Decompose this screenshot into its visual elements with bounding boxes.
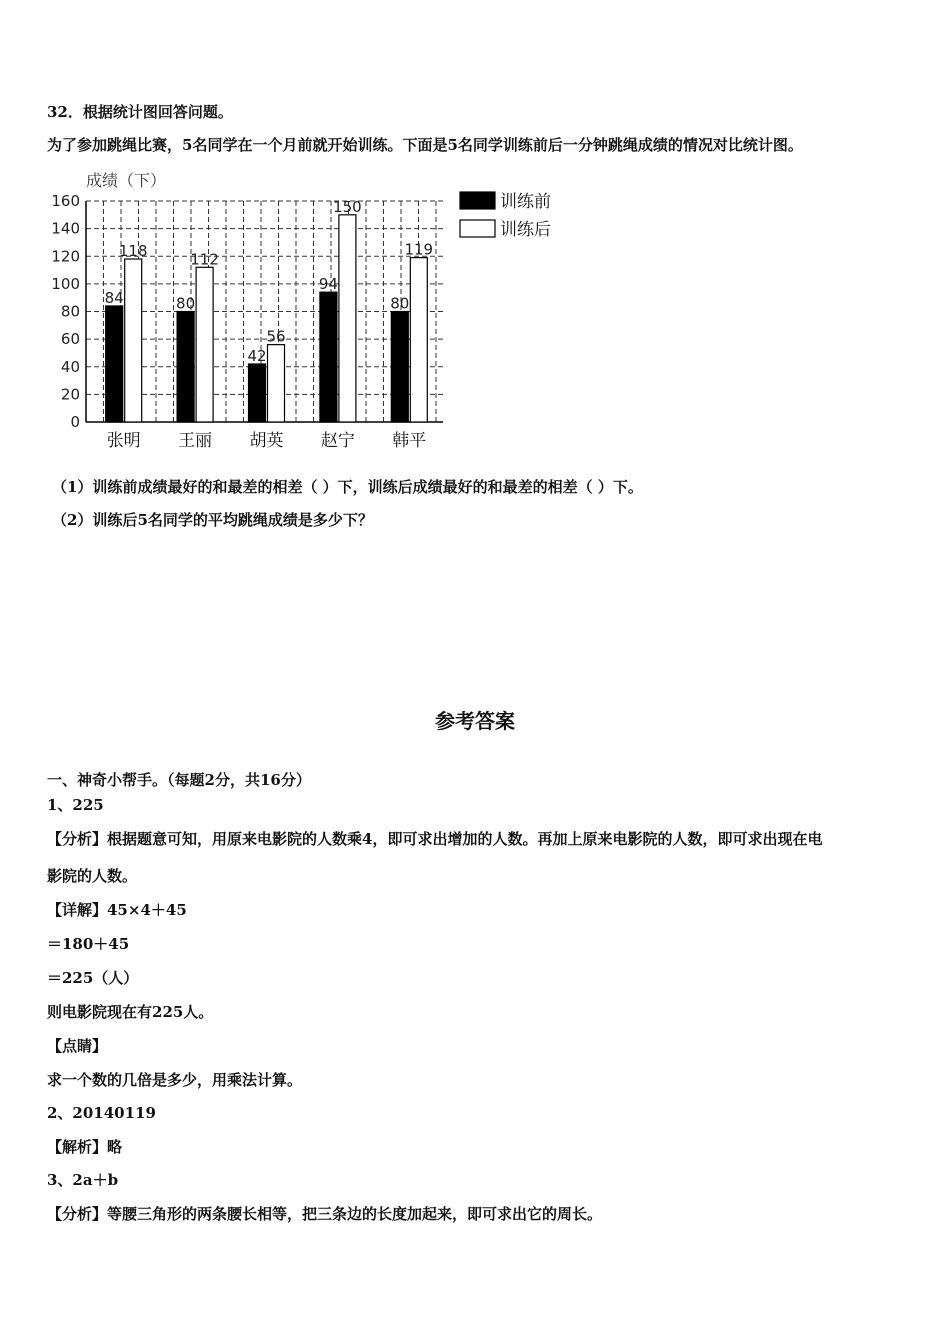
category-label: 韩平 xyxy=(392,431,427,451)
bar xyxy=(410,258,427,422)
legend-swatch xyxy=(460,192,495,209)
bar-chart xyxy=(48,168,568,458)
answer-2-analysis: 【解析】略 xyxy=(47,1138,123,1156)
answers-heading: 参考答案 xyxy=(435,709,515,733)
bar xyxy=(339,215,356,422)
data-label: 94 xyxy=(318,275,338,294)
bar xyxy=(249,364,266,422)
data-label: 80 xyxy=(176,294,196,313)
legend-label: 训练前 xyxy=(500,192,551,212)
bar xyxy=(268,345,285,422)
legend-label: 训练后 xyxy=(500,220,551,240)
y-tick-label: 20 xyxy=(60,385,80,404)
y-tick-label: 120 xyxy=(51,247,80,266)
y-tick-label: 140 xyxy=(51,219,80,238)
y-axis-label: 成绩（下） xyxy=(86,171,167,190)
bar xyxy=(196,267,213,422)
bar xyxy=(320,292,337,422)
category-label: 胡英 xyxy=(249,431,284,451)
data-label: 56 xyxy=(266,327,286,346)
data-label: 119 xyxy=(404,240,434,259)
data-label: 42 xyxy=(247,346,267,365)
answer-1-conclusion: 则电影院现在有225人。 xyxy=(47,1003,214,1021)
section-heading: 一、神奇小帮手。（每题2分，共16分） xyxy=(47,771,311,789)
question-title: 32．根据统计图回答问题。 xyxy=(47,103,233,121)
data-label: 80 xyxy=(390,294,410,313)
answer-1-analysis: 【分析】根据题意可知，用原来电影院的人数乘4，即可求出增加的人数。再加上原来电影院的人数，即可求出现在电 xyxy=(47,830,823,848)
y-tick-label: 100 xyxy=(51,274,80,293)
answer-2-label: 2、20140119 xyxy=(47,1104,156,1122)
category-label: 张明 xyxy=(106,431,141,451)
y-tick-label: 160 xyxy=(51,192,80,210)
answer-1-step-1: ＝180＋45 xyxy=(47,935,130,953)
bar xyxy=(106,306,123,422)
bar xyxy=(391,312,408,423)
data-label: 112 xyxy=(190,250,219,269)
data-label: 118 xyxy=(118,242,148,261)
sub-question-2: （2）训练后5名同学的平均跳绳成绩是多少下？ xyxy=(52,511,373,529)
y-tick-label: 0 xyxy=(70,413,80,431)
y-tick-label: 80 xyxy=(60,302,80,321)
bar xyxy=(177,312,194,423)
bar xyxy=(125,259,142,422)
data-label: 84 xyxy=(104,288,124,307)
category-label: 王丽 xyxy=(178,431,213,451)
answer-1-analysis-cont: 影院的人数。 xyxy=(47,867,138,885)
answer-1-tip: 求一个数的几倍是多少，用乘法计算。 xyxy=(47,1071,303,1089)
y-tick-label: 40 xyxy=(60,357,80,376)
category-label: 赵宁 xyxy=(320,431,355,451)
answer-1-detail: 【详解】45×4＋45 xyxy=(47,901,187,919)
answer-1-step-2: ＝225（人） xyxy=(47,969,139,987)
sub-question-1: （1）训练前成绩最好的和最差的相差（ ）下，训练后成绩最好的和最差的相差（ ）下。 xyxy=(52,478,643,496)
answer-1-label: 1、225 xyxy=(47,796,104,814)
answer-3-analysis: 【分析】等腰三角形的两条腰长相等，把三条边的长度加起来，即可求出它的周长。 xyxy=(47,1205,603,1223)
legend-swatch xyxy=(460,220,495,237)
question-intro: 为了参加跳绳比赛，5名同学在一个月前就开始训练。下面是5名同学训练前后一分钟跳绳成绩的情况对比统计图。 xyxy=(47,136,803,154)
data-label: 150 xyxy=(333,197,362,216)
answer-3-label: 3、2a＋b xyxy=(47,1171,119,1189)
y-tick-label: 60 xyxy=(60,330,80,349)
answer-1-tip-label: 【点睛】 xyxy=(47,1037,108,1055)
